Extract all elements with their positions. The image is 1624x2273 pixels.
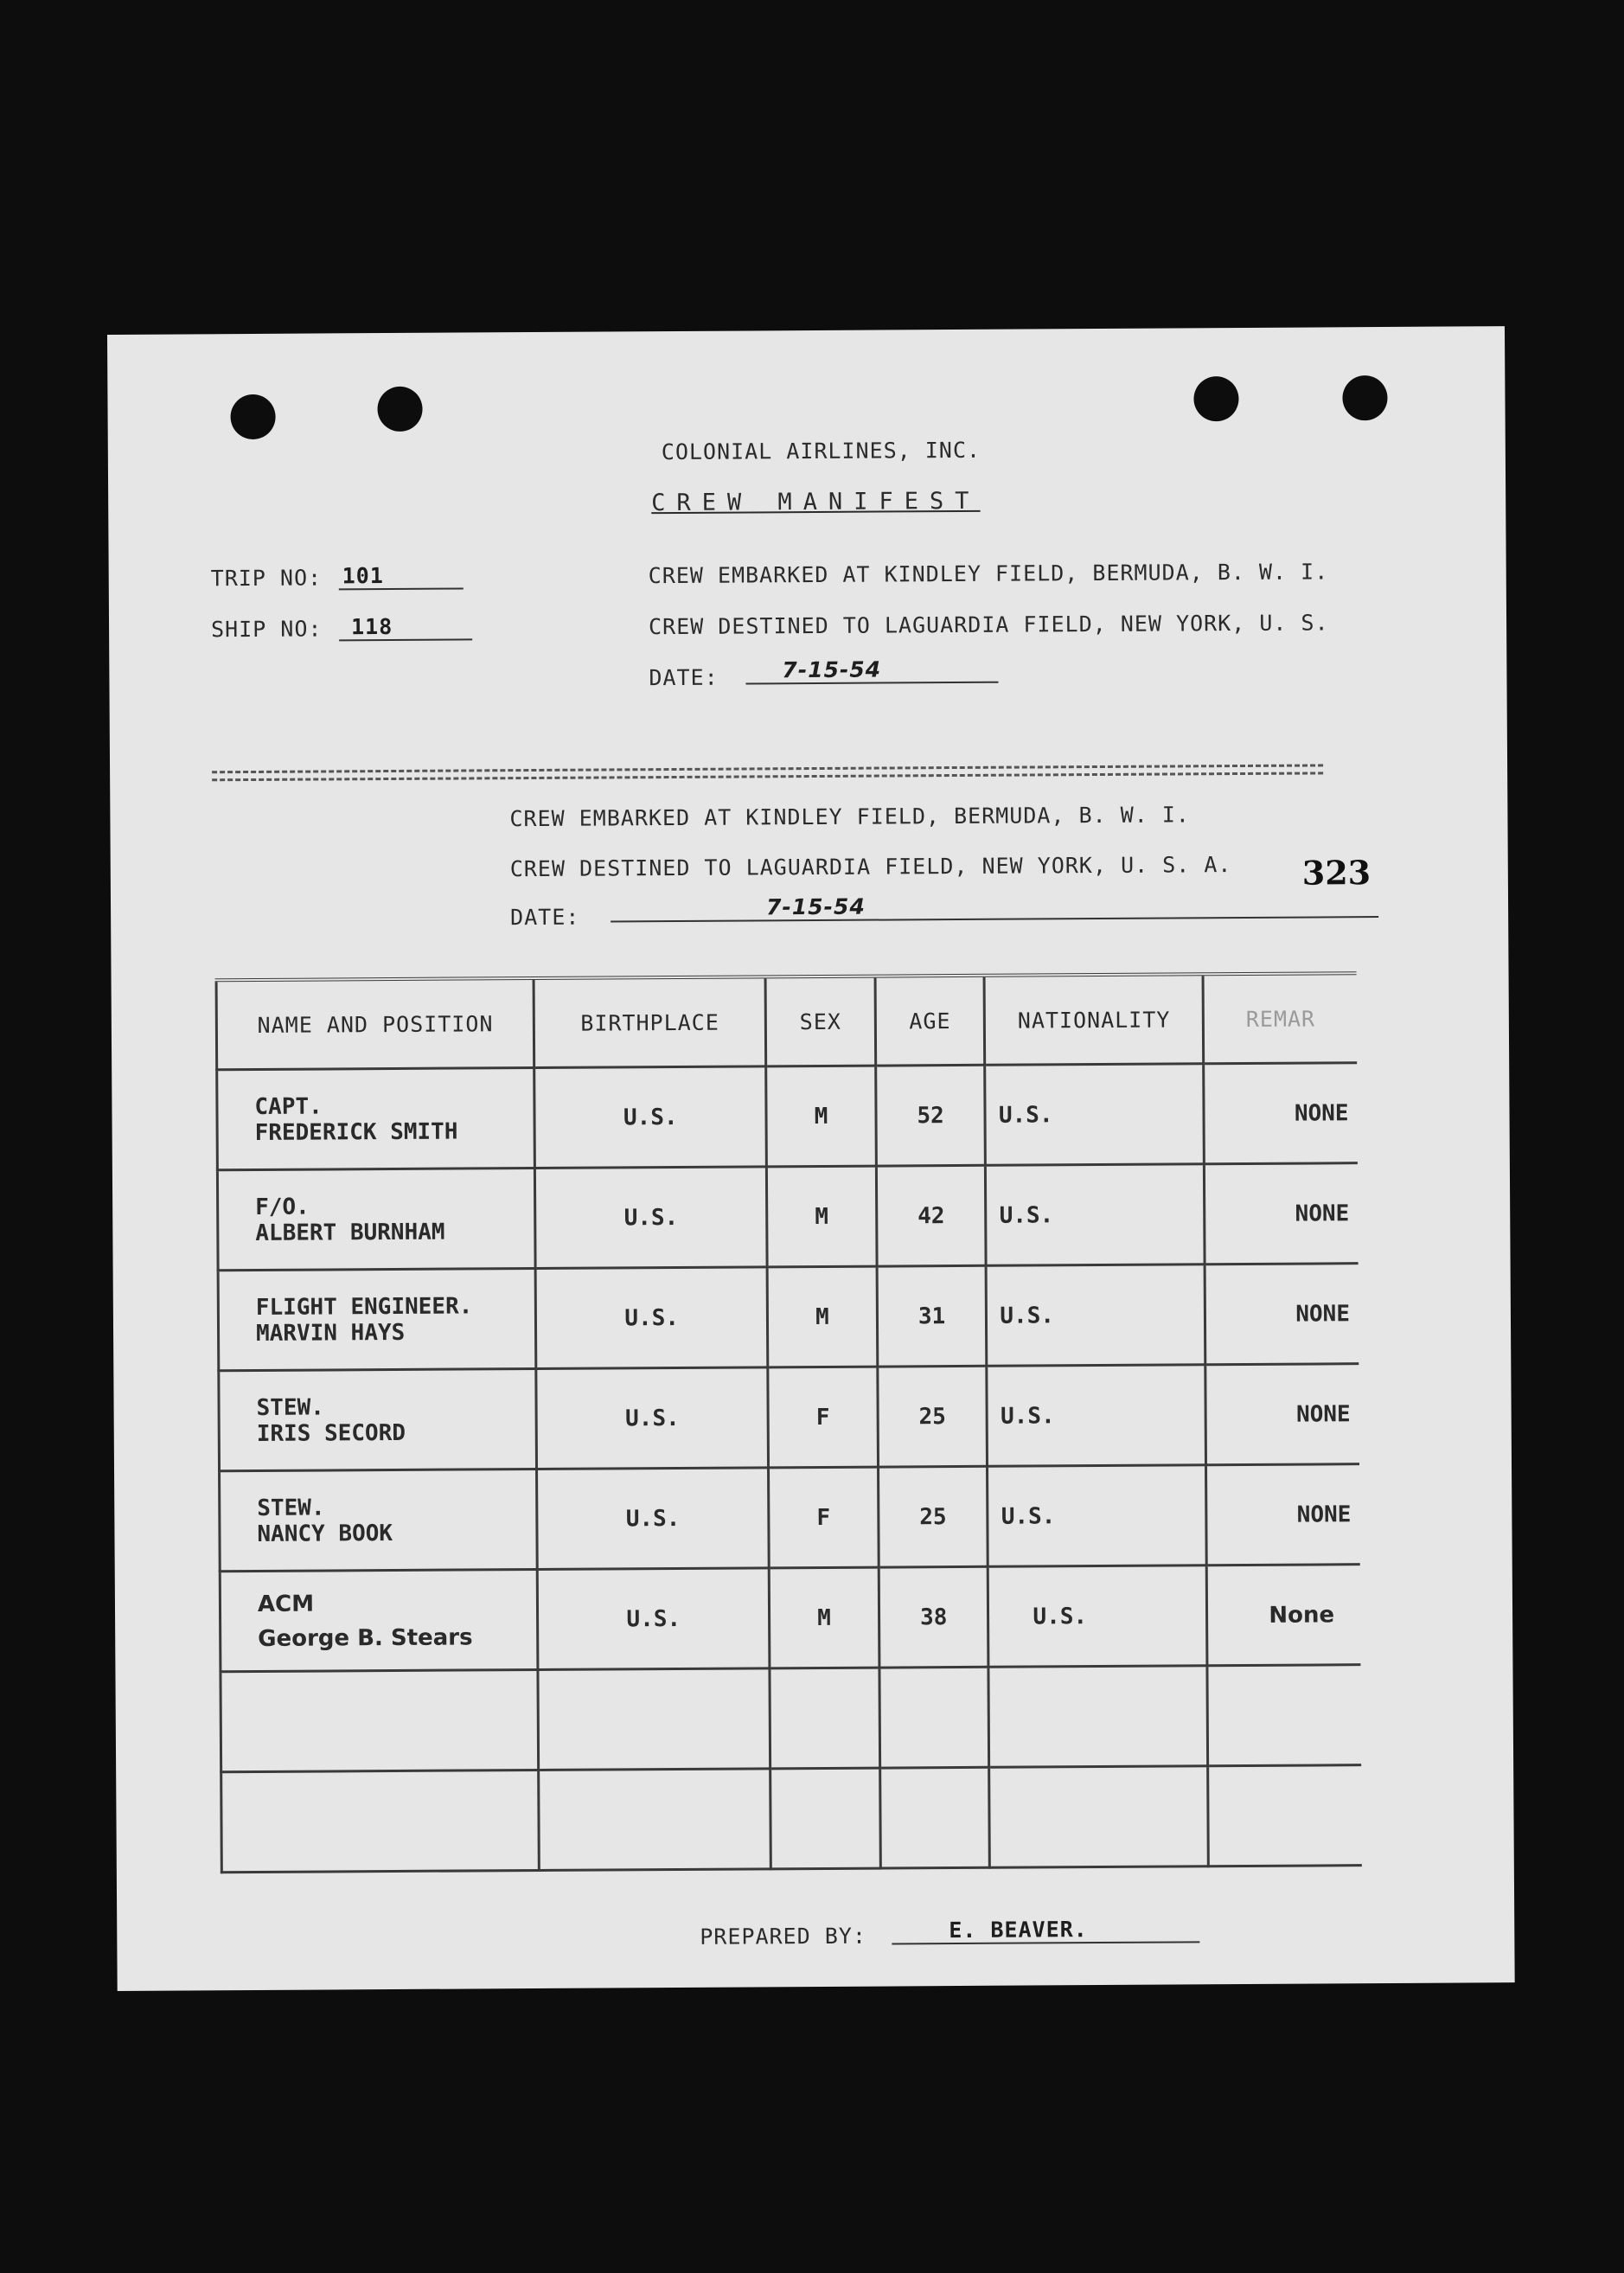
crew-name-cell	[219, 1368, 537, 1470]
birthplace-cell: U.S.	[534, 1066, 766, 1169]
date-label: DATE:	[649, 664, 719, 691]
nationality-cell: U.S.	[986, 1164, 1205, 1266]
punch-hole	[230, 394, 275, 439]
nationality-cell: U.S.	[987, 1265, 1205, 1367]
table-header-row	[216, 973, 1357, 1070]
remarks-cell: NONE	[1205, 1264, 1359, 1365]
crew-position: FLIGHT ENGINEER.	[255, 1292, 473, 1321]
crew-position: F/O.	[255, 1194, 310, 1220]
crew-position: CAPT.	[254, 1092, 323, 1120]
date-label-2: DATE:	[510, 904, 580, 931]
crew-name-cell	[217, 1067, 535, 1169]
age-cell: 52	[875, 1065, 985, 1166]
crew-table	[215, 971, 1362, 1873]
destined-line-2: CREW DESTINED TO LAGUARDIA FIELD, NEW YORK, U. S. A.	[509, 852, 1232, 882]
remarks-cell: NONE	[1205, 1163, 1359, 1265]
birthplace-cell: U.S.	[538, 1568, 770, 1670]
crew-name: ALBERT BURNHAM	[255, 1219, 445, 1246]
blank-cell	[1207, 1665, 1361, 1766]
sex-cell: F	[769, 1467, 879, 1568]
birthplace-cell: U.S.	[535, 1267, 767, 1369]
company-name: COLONIAL AIRLINES, INC.	[661, 437, 981, 465]
blank-cell	[539, 1769, 770, 1871]
crew-name: IRIS SECORD	[256, 1419, 406, 1447]
crew-name: MARVIN HAYS	[255, 1319, 406, 1347]
ship-number: 118	[339, 613, 472, 641]
sex-cell: M	[766, 1166, 876, 1267]
col-header-remarks: REMAR	[1203, 973, 1357, 1064]
col-header-nationality: NATIONALITY	[984, 974, 1203, 1065]
nationality-cell: U.S.	[987, 1365, 1205, 1467]
punch-hole	[377, 387, 422, 432]
birthplace-cell: U.S.	[536, 1367, 768, 1469]
crew-name-cell	[220, 1569, 538, 1671]
embarked-line: CREW EMBARKED AT KINDLEY FIELD, BERMUDA, B. W. I.	[648, 559, 1329, 589]
destined-line: CREW DESTINED TO LAGUARDIA FIELD, NEW YORK, U. S.	[648, 610, 1329, 640]
blank-cell	[221, 1669, 539, 1771]
age-cell: 31	[877, 1265, 987, 1367]
col-header-sex: SEX	[765, 976, 875, 1066]
table-row	[217, 1063, 1358, 1170]
table-row-blank	[221, 1665, 1361, 1772]
age-cell: 38	[879, 1566, 988, 1668]
crew-name: NANCY BOOK	[257, 1520, 393, 1547]
blank-cell	[538, 1668, 770, 1770]
table-row	[217, 1163, 1358, 1271]
blank-cell	[770, 1768, 880, 1869]
crew-name: FREDERICK SMITH	[254, 1118, 458, 1146]
date-value: 7-15-54	[745, 656, 998, 685]
col-header-age: AGE	[875, 976, 985, 1066]
blank-cell	[770, 1668, 879, 1769]
crew-name: George B. Stears	[258, 1623, 473, 1652]
nationality-cell: U.S.	[988, 1565, 1207, 1668]
separator-rule	[212, 764, 1323, 781]
date-value-2: 7-15-54	[611, 891, 1378, 922]
table-row	[220, 1464, 1360, 1572]
manifest-document	[107, 326, 1515, 1991]
blank-cell	[221, 1770, 540, 1872]
embarked-line-2: CREW EMBARKED AT KINDLEY FIELD, BERMUDA, B. W. I.	[509, 802, 1191, 832]
crew-position: ACM	[257, 1591, 315, 1617]
table-row	[220, 1565, 1360, 1672]
age-cell: 42	[876, 1165, 986, 1266]
punch-hole	[1193, 376, 1238, 421]
table-row-blank	[221, 1765, 1362, 1873]
sex-cell: F	[768, 1367, 878, 1468]
trip-number: 101	[339, 562, 464, 590]
prepared-by-value: E. BEAVER.	[892, 1916, 1199, 1944]
age-cell: 25	[878, 1466, 988, 1567]
blank-cell	[879, 1667, 989, 1768]
sex-cell: M	[767, 1266, 877, 1367]
table-row	[218, 1264, 1359, 1371]
sex-cell: M	[769, 1567, 879, 1668]
crew-name-cell	[217, 1168, 535, 1270]
blank-cell	[1208, 1765, 1362, 1866]
crew-name-cell	[220, 1469, 538, 1571]
nationality-cell: U.S.	[985, 1064, 1204, 1166]
page-number: 323	[1301, 853, 1371, 893]
remarks-cell: NONE	[1204, 1063, 1358, 1164]
ship-label: SHIP NO:	[210, 616, 323, 643]
crew-position: STEW.	[256, 1393, 324, 1421]
col-header-name: NAME AND POSITION	[216, 978, 534, 1070]
age-cell: 25	[878, 1366, 988, 1467]
sex-cell: M	[766, 1066, 876, 1167]
nationality-cell: U.S.	[988, 1465, 1206, 1567]
col-header-birthplace: BIRTHPLACE	[534, 976, 765, 1067]
blank-cell	[879, 1767, 989, 1868]
prepared-by-label: PREPARED BY:	[700, 1923, 867, 1950]
blank-cell	[989, 1766, 1208, 1868]
crew-position: STEW.	[257, 1494, 325, 1521]
crew-name-cell	[218, 1268, 536, 1370]
punch-hole	[1342, 375, 1387, 420]
birthplace-cell: U.S.	[537, 1468, 769, 1570]
trip-label: TRIP NO:	[210, 565, 323, 592]
remarks-cell: NONE	[1205, 1364, 1359, 1465]
blank-cell	[988, 1666, 1207, 1768]
birthplace-cell: U.S.	[535, 1167, 767, 1269]
table-row	[219, 1364, 1359, 1471]
remarks-cell: NONE	[1206, 1464, 1360, 1565]
form-title: CREW MANIFEST	[651, 487, 981, 517]
remarks-cell: None	[1206, 1565, 1360, 1666]
